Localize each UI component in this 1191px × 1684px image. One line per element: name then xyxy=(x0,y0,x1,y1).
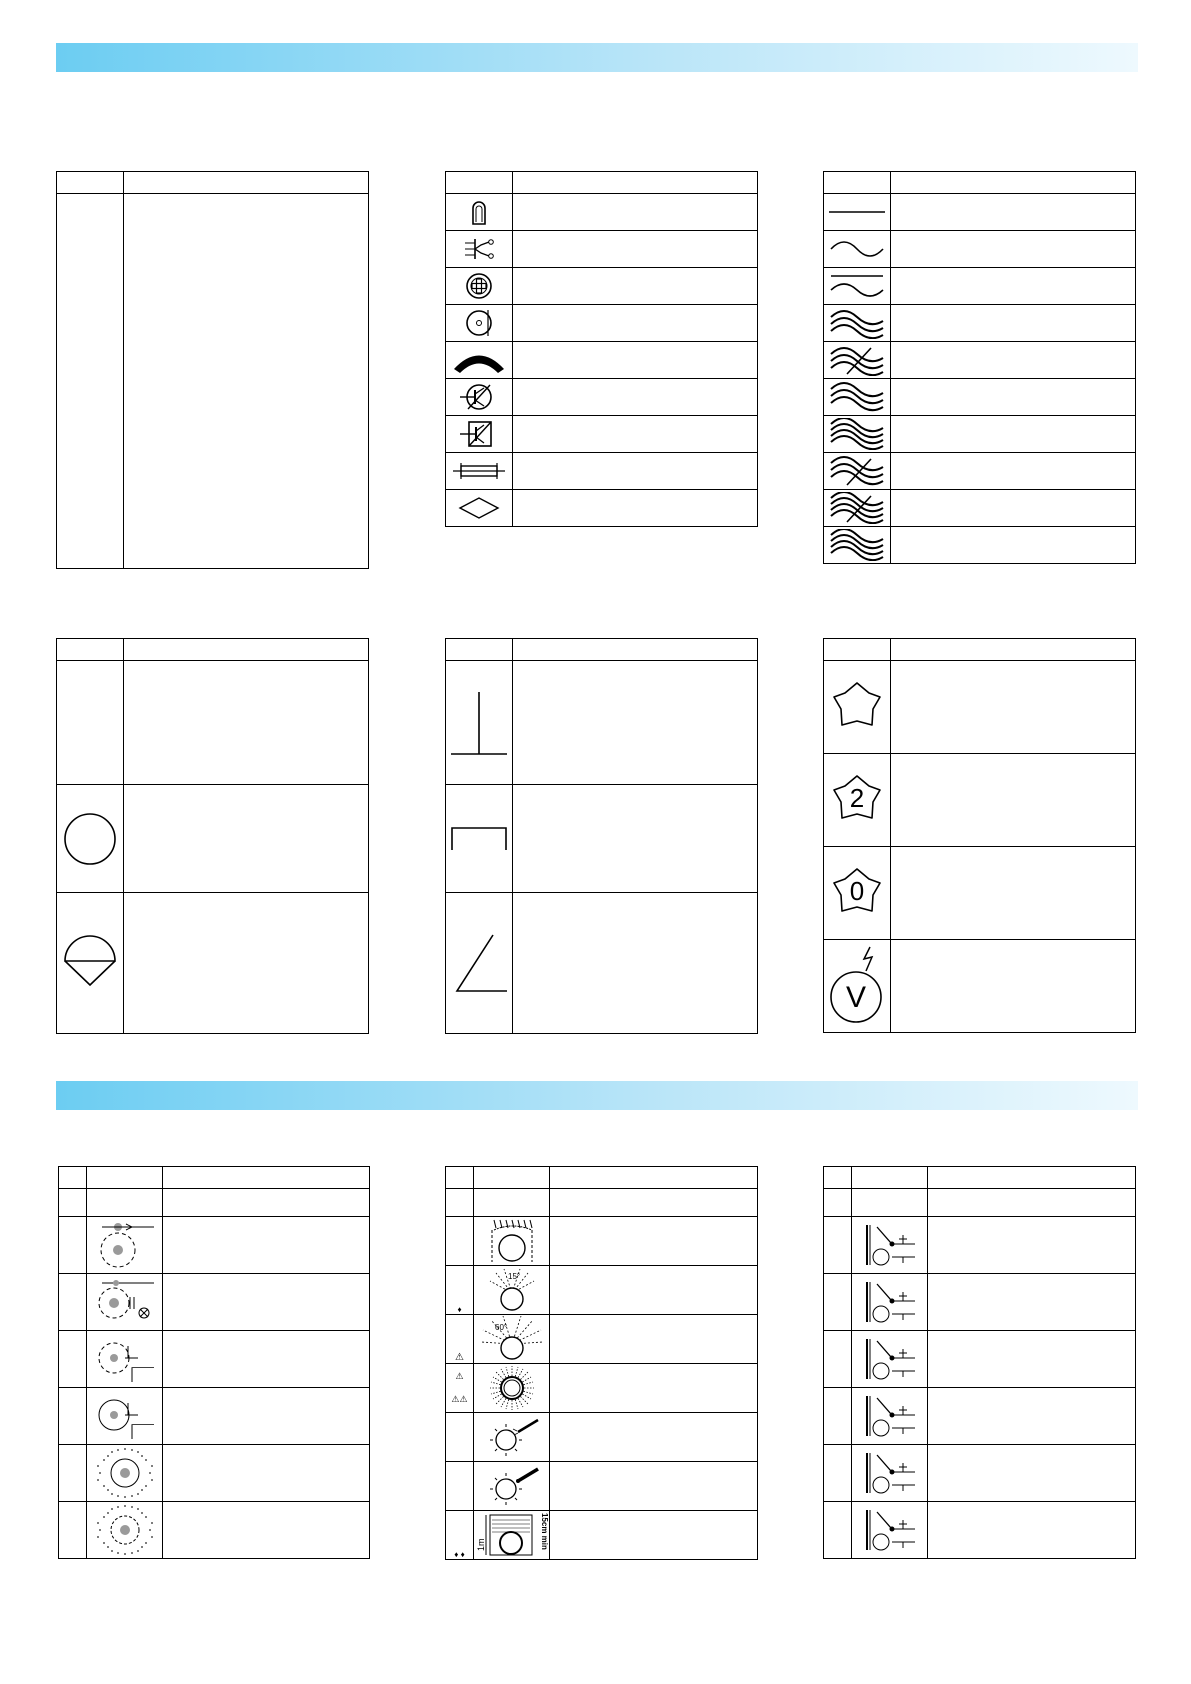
star-badge-icon xyxy=(827,863,887,923)
voltage-icon xyxy=(826,945,888,1027)
star-badge-icon xyxy=(827,770,887,830)
ground-terminal-icon xyxy=(857,1392,923,1440)
double-wave-x-icon xyxy=(827,344,887,376)
voltage-label: V xyxy=(845,981,867,1014)
table-row xyxy=(446,305,513,342)
table-row xyxy=(824,416,891,453)
table-row xyxy=(474,1511,550,1560)
table-empty-top-left xyxy=(56,171,369,569)
drop-icon: ♦ xyxy=(457,1305,462,1314)
table-row xyxy=(57,785,124,893)
dot-corner-icon xyxy=(92,1332,158,1386)
fifteen-cm-label: 15cm min xyxy=(540,1513,549,1550)
table-row xyxy=(824,847,891,940)
table-row xyxy=(446,194,513,231)
table-row xyxy=(474,1315,550,1364)
table-row xyxy=(824,305,891,342)
table-row xyxy=(852,1217,928,1274)
table-row xyxy=(446,893,513,1034)
table-row xyxy=(474,1364,550,1413)
diamond-icon xyxy=(454,492,504,524)
row-mark-cell xyxy=(446,1315,474,1364)
table-circle-shapes xyxy=(56,638,369,1034)
spray-15-icon xyxy=(482,1267,542,1313)
table-dot-spacing xyxy=(58,1166,370,1559)
table-row xyxy=(474,1462,550,1511)
plug-insulation-icon xyxy=(459,196,499,228)
table-row xyxy=(852,1388,928,1445)
table-star-badges xyxy=(823,638,1136,1033)
ground-terminal-icon xyxy=(857,1278,923,1326)
table-row xyxy=(57,893,124,1034)
spray-all-icon xyxy=(482,1365,542,1411)
drop-double-icon: ♦ ♦ xyxy=(454,1550,465,1559)
wave-x-icon xyxy=(827,455,887,487)
table-row xyxy=(824,379,891,416)
table-row xyxy=(824,754,891,847)
table-row xyxy=(446,268,513,305)
table-row xyxy=(474,1217,550,1266)
table-row xyxy=(87,1331,163,1388)
table-row xyxy=(824,661,891,754)
quad-wave-icon xyxy=(827,529,887,561)
table-row xyxy=(446,785,513,893)
table-wave-symbols xyxy=(823,171,1136,564)
spray-60-icon xyxy=(479,1316,545,1362)
table-row xyxy=(446,231,513,268)
immersion-icon xyxy=(474,1511,550,1559)
table-row xyxy=(852,1331,928,1388)
disc-icon xyxy=(459,307,499,339)
triple-wave-icon xyxy=(827,381,887,413)
table-row xyxy=(824,527,891,564)
ground-terminal-icon xyxy=(857,1449,923,1497)
warning-icon: ⚠ xyxy=(455,1371,464,1381)
table-row xyxy=(446,490,513,527)
line-icon xyxy=(827,196,887,228)
bottom-section-band xyxy=(56,1081,1138,1110)
angle-icon xyxy=(449,931,509,995)
table-row xyxy=(446,661,513,785)
table-row xyxy=(824,268,891,305)
row-mark-cell xyxy=(446,1511,474,1560)
top-section-band xyxy=(56,43,1138,72)
table-row xyxy=(87,1388,163,1445)
table-row xyxy=(474,1413,550,1462)
table-row xyxy=(87,1274,163,1331)
ground-terminal-icon xyxy=(857,1335,923,1383)
table-row xyxy=(824,453,891,490)
ground-terminal-icon xyxy=(857,1221,923,1269)
table-row xyxy=(824,231,891,268)
circle-icon xyxy=(62,811,118,867)
dot-spacing-icon xyxy=(92,1218,158,1272)
wave-x-icon xyxy=(827,492,887,524)
arc-shield-icon xyxy=(449,344,509,376)
table-row xyxy=(824,490,891,527)
plus-circle-icon xyxy=(459,270,499,302)
table-angle-shapes xyxy=(445,638,758,1034)
table-row xyxy=(446,342,513,379)
table-row xyxy=(57,661,124,785)
star-badge-label: 2 xyxy=(849,783,865,813)
table-row xyxy=(446,453,513,490)
angle-15-label: 15° xyxy=(507,1272,520,1281)
table-row xyxy=(446,379,513,416)
dot-spacing-lamp-icon xyxy=(92,1275,158,1329)
quad-wave-icon xyxy=(827,418,887,450)
circle-wedge-icon xyxy=(60,931,120,995)
dot-scatter-icon xyxy=(92,1503,158,1557)
star-badge-icon xyxy=(827,677,887,737)
table-row xyxy=(87,1217,163,1274)
table-row xyxy=(824,342,891,379)
row-mark-cell xyxy=(446,1266,474,1315)
table-row xyxy=(852,1445,928,1502)
one-meter-label: 1m xyxy=(476,1538,486,1551)
table-row xyxy=(87,1445,163,1502)
wave-overline-icon xyxy=(827,270,887,302)
table-cell xyxy=(57,194,124,569)
jet-strong-icon xyxy=(482,1463,542,1509)
warning-double-icon: ⚠⚠ xyxy=(451,1394,468,1404)
table-installation xyxy=(445,1166,758,1560)
fuse-icon xyxy=(449,455,509,487)
wave-icon xyxy=(827,233,887,265)
table-insulation-symbols xyxy=(445,171,758,527)
row-mark-cell xyxy=(446,1364,474,1413)
table-row xyxy=(474,1266,550,1315)
perpendicular-icon xyxy=(449,688,509,758)
table-row xyxy=(87,1502,163,1559)
double-wave-icon xyxy=(827,307,887,339)
warning-icon: ⚠ xyxy=(455,1352,464,1363)
jet-icon xyxy=(482,1414,542,1460)
star-badge-label: 0 xyxy=(849,876,865,906)
table-row xyxy=(852,1502,928,1559)
table-grounding xyxy=(823,1166,1136,1559)
dot-corner-icon xyxy=(92,1389,158,1443)
transistor-box-icon xyxy=(454,418,504,450)
resistor-icon xyxy=(459,233,499,265)
rain-cover-icon xyxy=(482,1218,542,1264)
ground-terminal-icon xyxy=(857,1506,923,1554)
table-row xyxy=(824,940,891,1033)
table-row xyxy=(824,194,891,231)
table-row xyxy=(852,1274,928,1331)
transistor-x-icon xyxy=(454,381,504,413)
angle-60-label: 60° xyxy=(494,1323,507,1332)
bracket-icon xyxy=(448,824,510,854)
table-row xyxy=(446,416,513,453)
dot-scatter-icon xyxy=(92,1446,158,1500)
